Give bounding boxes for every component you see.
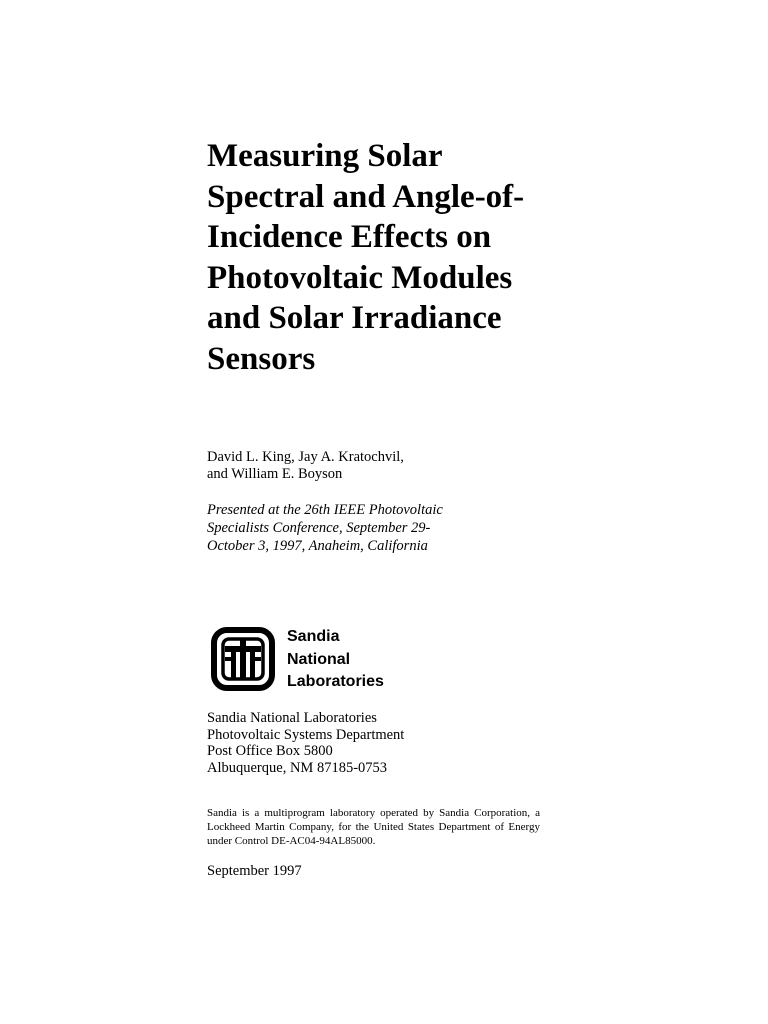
authors-line: David L. King, Jay A. Kratochvil, [207,449,404,465]
presentation-line: October 3, 1997, Anaheim, California [207,538,428,554]
note-line: Lockheed Martin Company, for the United States Department of Energy [207,821,540,833]
authors [207,449,404,482]
document-title [207,136,587,380]
logo-text-line: National [287,650,351,668]
address-line: Albuquerque, NM 87185-0753 [207,759,388,776]
note-line: Sandia is a multiprogram laboratory operated by Sandia Corporation, a [207,807,540,819]
address-line: Post Office Box 5800 [207,743,333,759]
logo-text-line: Laboratories [287,673,384,690]
title-line: and Solar Irradiance [207,300,502,337]
contract-note [207,806,540,848]
note-line: under Control DE-AC04-94AL85000. [207,835,376,847]
title-line: Measuring Solar [207,138,443,174]
presentation-note [207,501,443,555]
title-line: Spectral and Angle-of- [207,178,525,215]
publication-date: September 1997 [207,863,302,879]
presentation-line: Specialists Conference, September 29- [207,520,431,536]
address-line: Sandia National Laboratories [207,710,377,726]
title-line: Incidence Effects on [207,219,492,256]
address-line: Photovoltaic Systems Department [207,726,405,743]
sandia-logo [211,626,411,696]
title-line: Photovoltaic Modules [207,259,513,296]
presentation-line: Presented at the 26th IEEE Photovoltaic [207,502,443,518]
title-line: Sensors [207,340,316,377]
mailing-address [207,710,404,776]
sandia-logo-text [287,626,384,694]
sandia-thunderbird-logo-icon [211,627,275,691]
logo-text-line: Sandia [287,628,340,645]
authors-line: and William E. Boyson [207,465,343,482]
